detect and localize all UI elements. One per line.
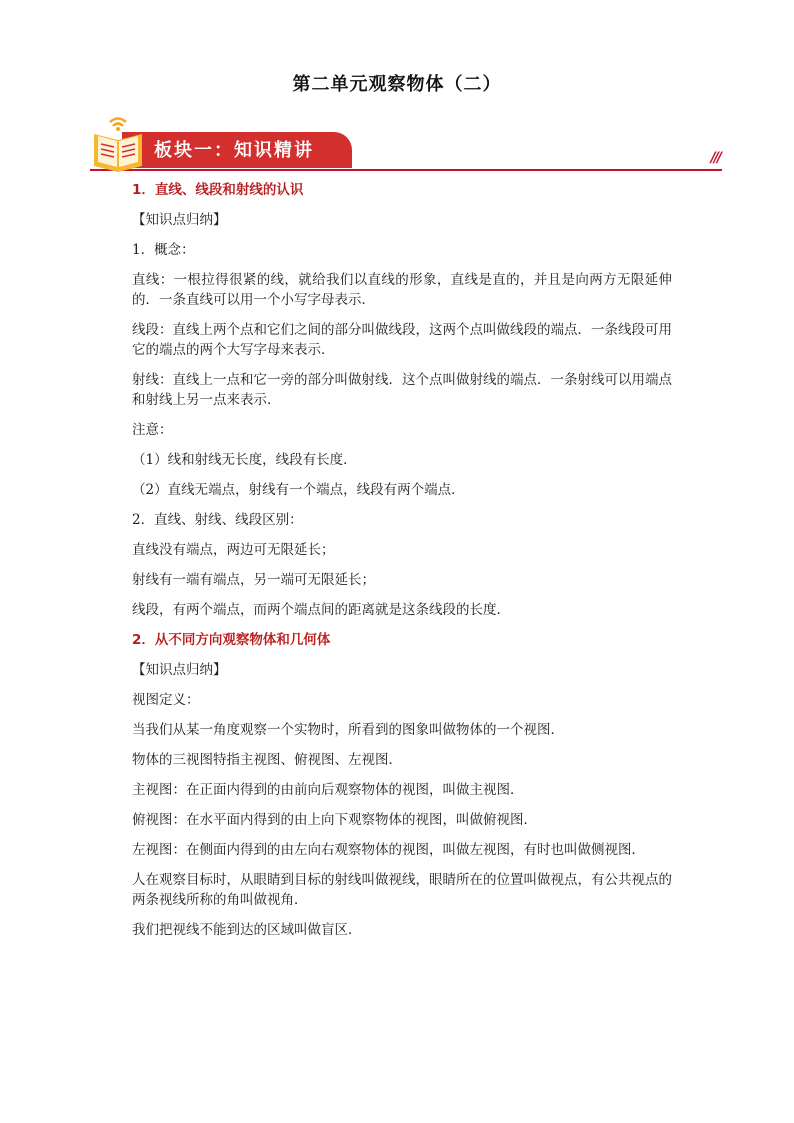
- view-definition-label: 视图定义：: [132, 692, 200, 708]
- banner-label: 板块一：知识精讲: [154, 140, 314, 161]
- left-view-definition: 左视图：在侧面内得到的由左向右观察物体的视图，叫做左视图，有时也叫做侧视图．: [132, 842, 645, 858]
- page-title: 第二单元观察物体（二）: [292, 74, 502, 95]
- difference-segment: 线段，有两个端点，而两个端点间的距离就是这条线段的长度．: [132, 602, 510, 618]
- segment-definition: 线段：直线上两个点和它们之间的部分叫做线段，这两个点叫做线段的端点．一条线段可用它的端点的两个大写字母来表示．: [132, 322, 672, 358]
- note-label: 注意：: [132, 422, 173, 438]
- line-definition: 直线：一根拉得很紧的线，就给我们以直线的形象，直线是直的，并且是向两方无限延伸的．一条直线可以用一个小写字母表示．: [132, 272, 672, 308]
- banner-underline: [90, 169, 722, 171]
- note-item-2: （2）直线无端点，射线有一个端点，线段有两个端点．: [132, 482, 465, 498]
- section1-summary-label: 【知识点归纳】: [132, 212, 227, 228]
- open-book-icon: [90, 112, 146, 172]
- three-views: 物体的三视图特指主视图、俯视图、左视图．: [132, 752, 402, 768]
- section1-heading: 1．直线、线段和射线的认识: [132, 182, 304, 198]
- difference-label: 2．直线、射线、线段区别：: [132, 512, 303, 528]
- concept-label: 1．概念：: [132, 242, 195, 258]
- ray-definition: 射线：直线上一点和它一旁的部分叫做射线．这个点叫做射线的端点．一条射线可以用端点和射线上另一点来表示．: [132, 372, 672, 408]
- blind-zone-definition: 我们把视线不能到达的区域叫做盲区．: [132, 922, 362, 938]
- slash-decoration-icon: ///: [710, 150, 720, 166]
- document-body: [132, 180, 672, 950]
- section-banner: [90, 112, 722, 174]
- section2-heading: 2．从不同方向观察物体和几何体: [132, 632, 331, 648]
- note-item-1: （1）线和射线无长度，线段有长度．: [132, 452, 357, 468]
- front-view-definition: 主视图：在正面内得到的由前向后观察物体的视图，叫做主视图．: [132, 782, 524, 798]
- difference-ray: 射线有一端有端点，另一端可无限延长；: [132, 572, 375, 588]
- difference-line: 直线没有端点，两边可无限延长；: [132, 542, 335, 558]
- top-view-definition: 俯视图：在水平面内得到的由上向下观察物体的视图，叫做俯视图．: [132, 812, 537, 828]
- section2-summary-label: 【知识点归纳】: [132, 662, 227, 678]
- sight-line-definition: 人在观察目标时，从眼睛到目标的射线叫做视线，眼睛所在的位置叫做视点，有公共视点的两条视线所称的角叫做视角．: [132, 872, 672, 908]
- view-definition: 当我们从某一角度观察一个实物时，所看到的图象叫做物体的一个视图．: [132, 722, 564, 738]
